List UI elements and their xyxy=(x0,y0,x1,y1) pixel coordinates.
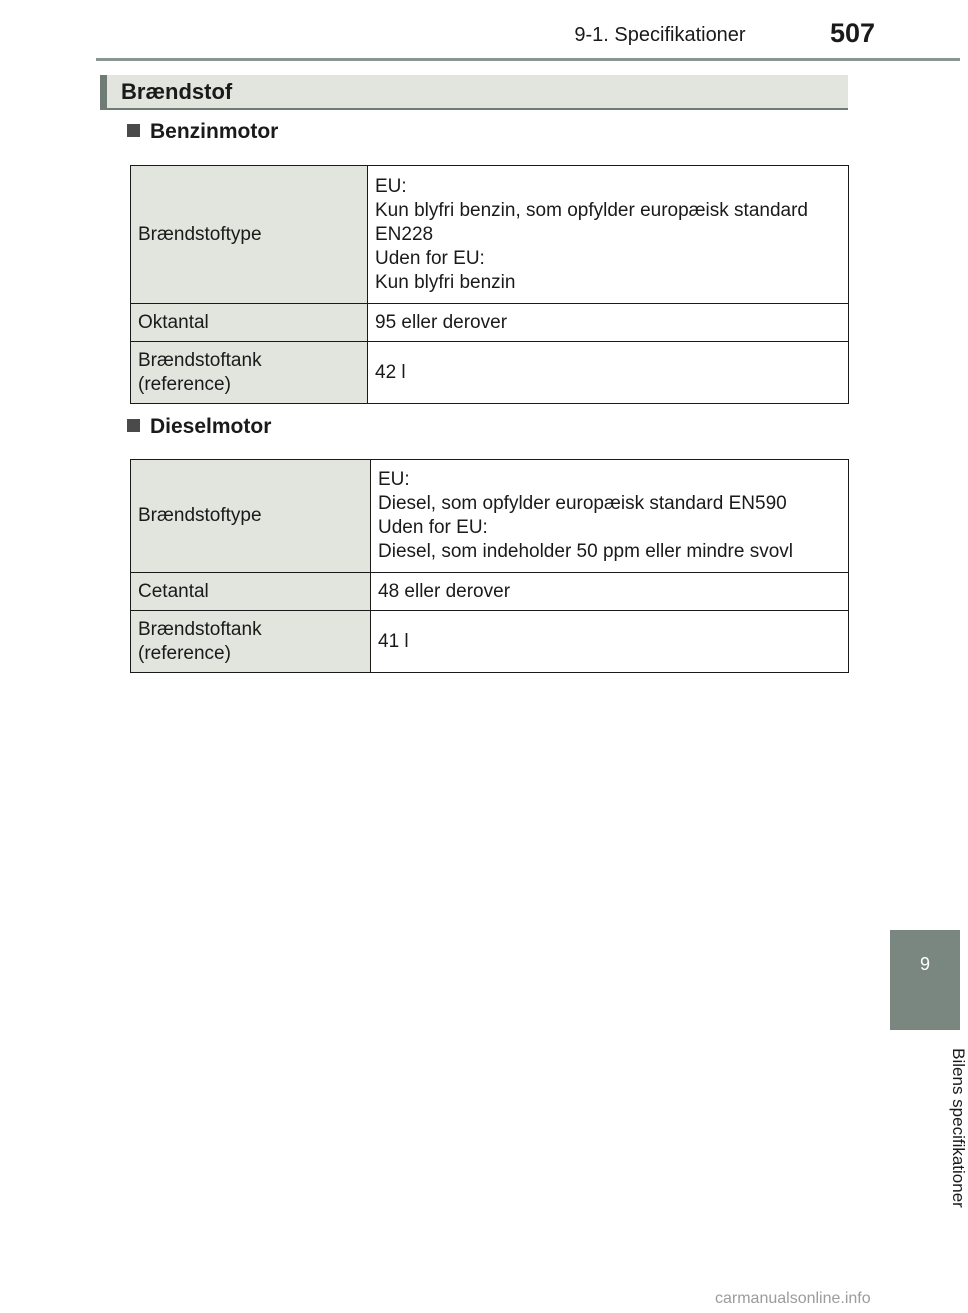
table-row xyxy=(131,460,849,573)
cell-text: Brændstoftank xyxy=(138,618,262,640)
cell-text: Uden for EU: xyxy=(375,247,485,269)
header-section-title: 9-1. Specifikationer xyxy=(574,24,746,46)
square-bullet-icon xyxy=(127,419,140,432)
cell-text: Brændstoftank xyxy=(138,349,262,371)
petrol-key-tank xyxy=(131,342,368,404)
cell-text: 48 eller derover xyxy=(378,580,511,602)
petrol-key-fueltype xyxy=(131,166,368,304)
petrol-key-octane xyxy=(131,304,368,342)
petrol-value-fueltype xyxy=(368,166,849,304)
cell-text: EN228 xyxy=(375,223,434,245)
petrol-spec-table xyxy=(130,165,849,404)
table-row xyxy=(131,166,849,304)
petrol-value-octane xyxy=(368,304,849,342)
cell-text: EU: xyxy=(375,175,407,197)
diesel-key-tank xyxy=(131,611,371,673)
diesel-spec-table xyxy=(130,459,849,673)
cell-text: (reference) xyxy=(138,642,231,664)
cell-text: Kun blyfri benzin xyxy=(375,271,516,293)
cell-text: Brændstoftype xyxy=(138,223,262,245)
table-row xyxy=(131,611,849,673)
cell-text: Oktantal xyxy=(138,311,209,333)
cell-text: (reference) xyxy=(138,373,231,395)
chapter-tab-number: 9 xyxy=(919,954,930,974)
diesel-key-cetane xyxy=(131,573,371,611)
table-row xyxy=(131,573,849,611)
diesel-value-cetane xyxy=(371,573,849,611)
table-row xyxy=(131,342,849,404)
cell-text: Kun blyfri benzin, som opfylder europæisk standard xyxy=(375,199,809,221)
header-rule xyxy=(96,58,960,61)
section-title: Brændstof xyxy=(121,79,233,104)
watermark: carmanualsonline.info xyxy=(715,1290,871,1307)
cell-text: EU: xyxy=(378,469,410,490)
cell-text: Uden for EU: xyxy=(378,517,488,538)
chapter-tab[interactable] xyxy=(890,930,960,1030)
diesel-value-fueltype xyxy=(371,460,849,573)
cell-text: Diesel, som opfylder europæisk standard EN590 xyxy=(378,493,787,514)
cell-text: Diesel, som indeholder 50 ppm eller mindre svovl xyxy=(378,541,794,562)
section-bar xyxy=(100,75,848,110)
cell-text: Brændstoftype xyxy=(138,505,262,526)
square-bullet-icon xyxy=(127,124,140,137)
cell-text: 42 l xyxy=(375,361,406,383)
petrol-value-tank xyxy=(368,342,849,404)
cell-text: 95 eller derover xyxy=(375,311,508,333)
diesel-value-tank xyxy=(371,611,849,673)
page-number: 507 xyxy=(830,18,876,48)
diesel-key-fueltype xyxy=(131,460,371,573)
petrol-heading xyxy=(127,120,278,144)
chapter-tab-label: Bilens specifikationer xyxy=(949,1048,968,1208)
petrol-heading-text: Benzinmotor xyxy=(150,120,279,143)
table-row xyxy=(131,304,849,342)
cell-text: 41 l xyxy=(378,630,409,652)
diesel-heading-text: Dieselmotor xyxy=(150,415,272,438)
cell-text: Cetantal xyxy=(138,580,209,602)
diesel-heading xyxy=(127,415,271,439)
